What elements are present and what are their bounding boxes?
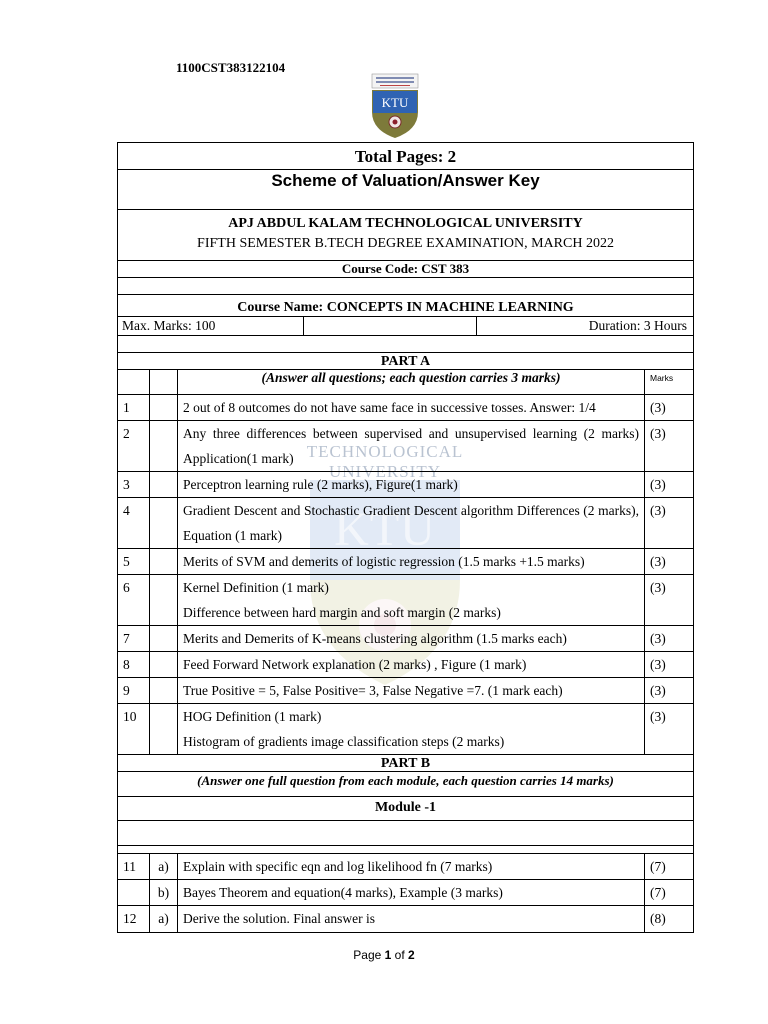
university-name: APJ ABDUL KALAM TECHNOLOGICAL UNIVERSITY	[228, 216, 583, 231]
duration: Duration: 3 Hours	[588, 318, 687, 333]
max-marks: Max. Marks: 100	[118, 317, 304, 335]
part-a-title: PART A	[118, 353, 693, 370]
answer-key-table	[117, 142, 694, 933]
table-row: 6 Kernel Definition (1 mark) Difference between hard margin and soft margin (2 marks) (3)	[118, 575, 693, 626]
table-row: 8 Feed Forward Network explanation (2 marks) , Figure (1 mark) (3)	[118, 652, 693, 678]
part-b-instruction: (Answer one full question from each module, each question carries 14 marks)	[118, 772, 693, 797]
part-a-instruction: (Answer all questions; each question carries 3 marks)	[178, 370, 645, 394]
blank-row	[118, 821, 693, 846]
table-row: 2 Any three differences between supervised and unsupervised learning (2 marks) Application(1 mark) (3)	[118, 421, 693, 472]
total-pages-count: 2	[408, 948, 415, 962]
of-label: of	[394, 948, 405, 962]
table-row: 1 2 out of 8 outcomes do not have same face in successive tosses. Answer: 1/4 (3)	[118, 395, 693, 421]
marks-duration-row	[118, 317, 693, 336]
course-name: CONCEPTS IN MACHINE LEARNING	[326, 300, 574, 315]
blank-row	[118, 846, 693, 854]
blank-row	[118, 336, 693, 353]
table-row: 3 Perceptron learning rule (2 marks), Figure(1 mark) (3)	[118, 472, 693, 498]
course-name-label: Course Name:	[237, 300, 324, 315]
table-row: 7 Merits and Demerits of K-means clustering algorithm (1.5 marks each) (3)	[118, 626, 693, 652]
table-row: b) Bayes Theorem and equation(4 marks), Example (3 marks) (7)	[118, 880, 693, 906]
course-code: Course Code: CST 383	[118, 261, 693, 278]
table-row: 12 a) Derive the solution. Final answer is (8)	[118, 906, 693, 932]
course-name-row	[118, 295, 693, 317]
table-row: 4 Gradient Descent and Stochastic Gradient Descent algorithm Differences (2 marks), Equation (1 mark) (3)	[118, 498, 693, 549]
logo-text: KTU	[381, 95, 409, 110]
marks-header: Marks	[650, 373, 674, 383]
table-row: 10 HOG Definition (1 mark) Histogram of gradients image classification steps (2 marks) (3)	[118, 704, 693, 755]
part-b-title: PART B	[118, 755, 693, 772]
table-row: 5 Merits of SVM and demerits of logistic regression (1.5 marks +1.5 marks) (3)	[118, 549, 693, 575]
page-label: Page	[353, 948, 382, 962]
table-row: 9 True Positive = 5, False Positive= 3, False Negative =7. (1 mark each) (3)	[118, 678, 693, 704]
blank-row	[118, 278, 693, 295]
part-a-header-row	[118, 370, 693, 395]
page-footer	[0, 948, 768, 962]
watermark-text: TECHNOLOGICAL UNIVERSITY KTU	[306, 442, 464, 556]
module-title: Module -1	[118, 797, 693, 821]
document-id: 1100CST383122104	[176, 60, 286, 75]
current-page: 1	[384, 948, 392, 962]
empty-cell	[304, 317, 477, 335]
table-row: 11 a) Explain with specific eqn and log likelihood fn (7 marks) (7)	[118, 854, 693, 880]
university-logo	[368, 72, 422, 140]
scheme-title: Scheme of Valuation/Answer Key	[118, 170, 693, 210]
exam-title: FIFTH SEMESTER B.TECH DEGREE EXAMINATION, MARCH 2022	[197, 236, 614, 251]
university-block	[118, 210, 693, 261]
total-pages: Total Pages: 2	[118, 143, 693, 170]
